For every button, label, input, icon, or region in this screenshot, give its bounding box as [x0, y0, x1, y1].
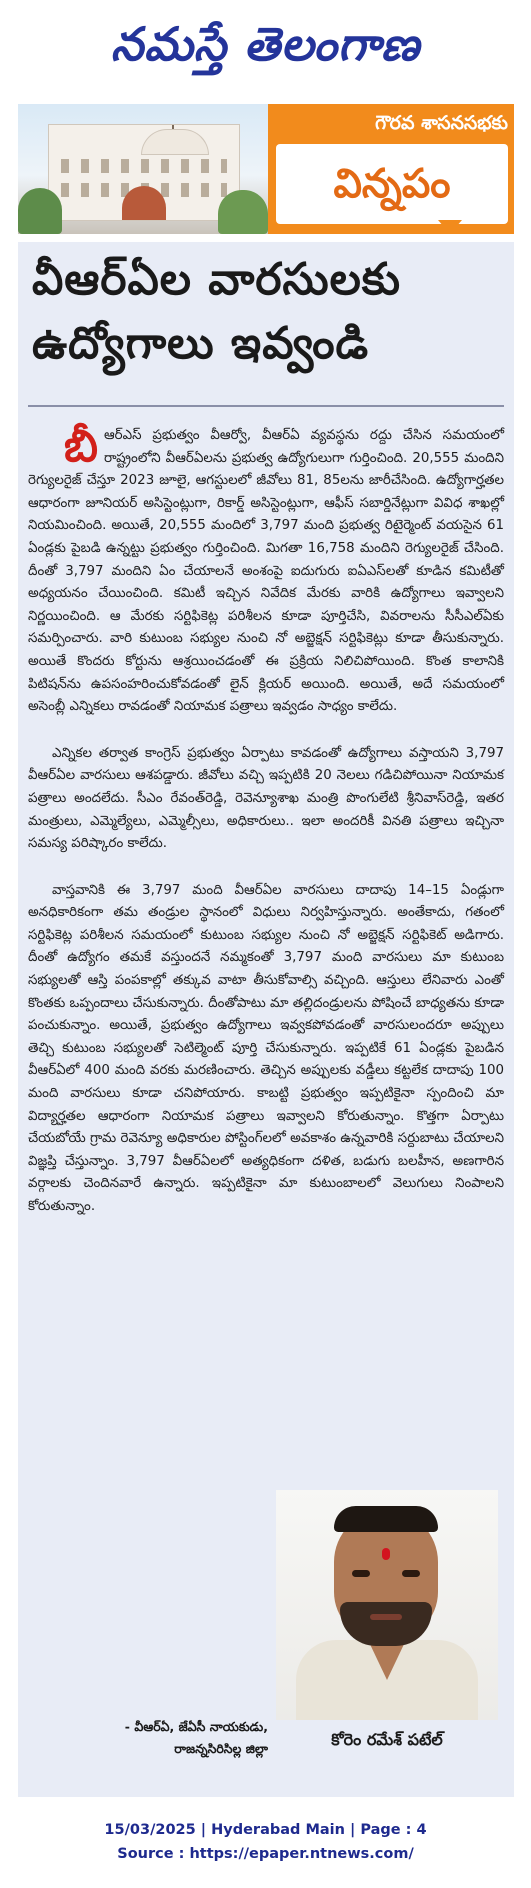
page-footer	[0, 1818, 531, 1866]
masthead	[0, 0, 531, 100]
footer-edition: 15/03/2025 | Hyderabad Main | Page : 4	[104, 1822, 427, 1838]
drop-cap: బీ	[64, 421, 98, 472]
signature-line-1: - వీఆర్‌ఏ, జేఏసీ నాయకుడు,	[124, 1719, 268, 1734]
section-banner	[18, 104, 514, 234]
paragraph-3: వాస్తవానికి ఈ 3,797 మంది వీఆర్‌ఏల వారసులు దాదాపు 14–15 ఏండ్లుగా అనధికారికంగా తమ తండ్రుల స్థానంలో విధులు నిర్వహిస్తున్నారు. అంతేకాదు, గతంలో సర్టిఫికెట్ల పరిశీలన సమయంలో కుటుంబ సభ్యుల నుంచి నో అబ్జెక్షన్ సర్టిఫికెట్ అడిగారు. దీంతో ఉద్యోగం తమకే వస్తుందనే నమ్మకంతో 3,797 మంది వారసులు మా కుటుంబ సభ్యులతో ఆస్తి పంపకాల్లో తక్కువ వాటా తీసుకోవాల్సి వచ్చింది. ఆస్తులు లేనివారు ఎంతో కొంతకు ఒప్పందాలు చేసుకున్నారు. దీంతోపాటు మా తల్లిదండ్రులను పోషించే బాధ్యతను కూడా పంచుకున్నాం. అయితే, ప్రభుత్వం ఉద్యోగాలు ఇవ్వకపోవడంతో వారసులందరూ అప్పులు తెచ్చి కుటుంబ సభ్యులతో సెటిల్మెంట్ పూర్తి చేసుకున్నారు. ఇప్పటికే 61 ఏండ్లకు పైబడిన వీఆర్‌ఏలో 400 మంది వరకు మరణించారు. తెచ్చిన అప్పులకు వడ్డీలు కట్టలేక దాదాపు 100 మంది వారసులు కూడా చనిపోయారు. కాబట్టి ప్రభుత్వం ఇప్పటికైనా స్పందించి మా విద్యార్హతల ఆధారంగా నియామక పత్రాలు ఇవ్వాలని కోరుతున్నాం. కొత్తగా ఏర్పాటు చేయబోయే గ్రామ రెవెన్యూ అధికారుల పోస్టింగ్‌లలో అవకాశం ఉన్నవారికి సర్దుబాటు చేయాలని విజ్ఞప్తి చేస్తున్నాం. 3,797 వీఆర్‌ఏలలో అత్యధికంగా దళిత, బడుగు బలహీన, అణగారిన వర్గాలకు చెందినవారే ఉన్నారు. ఇప్పటికైనా మా కుటుంబాలలో వెలుగులు నింపాలని కోరుతున్నాం.	[28, 882, 504, 1214]
banner-subtitle: గౌరవ శాసనసభకు	[375, 112, 508, 134]
newspaper-title: నమస్తే తెలంగాణ	[110, 17, 421, 71]
author-signature	[28, 1716, 268, 1760]
article-headline: వీఆర్‌ఏల వారసులకు ఉద్యోగాలు ఇవ్వండి	[32, 254, 401, 369]
paragraph-2: ఎన్నికల తర్వాత కాంగ్రెస్ ప్రభుత్వం ఏర్పాటు కావడంతో ఉద్యోగాలు వస్తాయని 3,797 వీఆర్‌ఏల వారసులు ఆశపడ్డారు. జీవోలు వచ్చి ఇప్పటికి 20 నెలలు గడిచిపోయినా నియామక పత్రాలు అందలేదు. సీఎం రేవంత్‌రెడ్డి, రెవెన్యూశాఖ మంత్రి పొంగులేటి శ్రీనివాస్‌రెడ్డి, ఇతర మంత్రులు, ఎమ్మెల్యేలు, ఎమ్మెల్సీలు, అధికారులు.. ఇలా అందరికీ వినతి పత్రాలు ఇచ్చినా సమస్య పరిష్కారం కాలేదు.	[28, 745, 504, 852]
paragraph-1: బీఆర్‌ఎస్ ప్రభుత్వం వీఆర్వో, వీఆర్‌ఏ వ్యవస్థను రద్దు చేసిన సమయంలో రాష్ట్రంలోని వీఆర్‌ఏలను ప్రభుత్వ ఉద్యోగులుగా గుర్తించింది. 20,555 మందిని రెగ్యులరైజ్ చేస్తూ 2023 జూలై, ఆగస్టులలో జీవోలు 81, 85లను జారీచేసింది. ఉద్యోగార్హతల ఆధారంగా జూనియర్ అసిస్టెంట్లుగా, రికార్డ్ అసిస్టెంట్లుగా, ఆఫీస్ సబార్డినేట్లుగా వివిధ శాఖల్లో నియమించింది. అయితే, 20,555 మందిలో 3,797 మంది ప్రభుత్వ రిటైర్మెంట్ వయసైన 61 ఏండ్లకు పైబడి ఉన్నట్టు ప్రభుత్వం గుర్తించింది. మిగతా 16,758 మందిని రెగ్యులరైజ్ చేసింది. దీంతో 3,797 మందిని ఏం చేయాలనే అంశంపై ఐదుగురు ఐఏఎస్‌లతో కూడిన కమిటీతో అధ్యయనం చేయించింది. కమిటీ ఇచ్చిన నివేదిక మేరకు వారికి ఉద్యోగాలు ఇవ్వాలని నిర్ణయించింది. ఆ మేరకు సర్టిఫికెట్ల పరిశీలన కూడా పూర్తిచేసి, వివరాలను సీసీఎల్ఏకు సమర్పించారు. వారి కుటుంబ సభ్యుల నుంచి నో అబ్జెక్షన్ సర్టిఫికెట్లు కూడా తీసుకున్నారు. అయితే కొందరు కోర్టును ఆశ్రయించడంతో ఈ ప్రక్రియ నిలిచిపోయింది. కొంత కాలానికి పిటిషన్‌ను ఉపసంహరించుకోవడంతో లైన్ క్లియర్ అయింది. అయితే, అదే సమయంలో అసెంబ్లీ ఎన్నికలు రావడంతో నియామక పత్రాలు ఇవ్వడం సాధ్యం కాలేదు.	[28, 421, 504, 715]
divider	[28, 405, 504, 407]
assembly-building-image	[18, 104, 268, 234]
signature-line-2: రాజన్నసిరిసిల్ల జిల్లా	[174, 1741, 268, 1756]
banner-title: విన్నపం	[276, 144, 508, 224]
author-photo	[276, 1490, 498, 1720]
article-body	[28, 421, 504, 1243]
footer-source: Source : https://epaper.ntnews.com/	[117, 1846, 414, 1862]
photo-caption: కోరెం రమేశ్ పటేల్	[331, 1730, 443, 1749]
